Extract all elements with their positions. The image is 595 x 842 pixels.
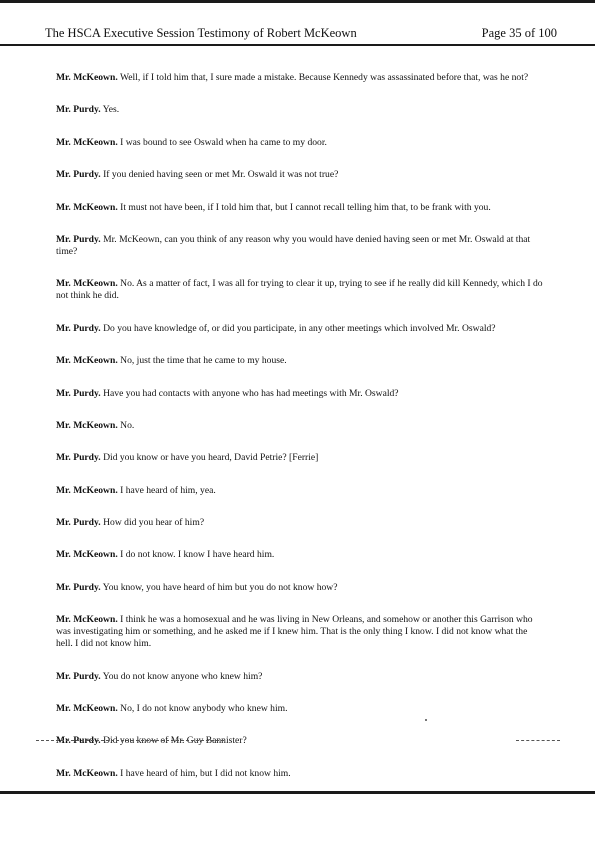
transcript-exchange <box>56 72 546 84</box>
speaker-label: Mr. Purdy. <box>56 387 101 399</box>
speaker-label: Mr. McKeown. <box>56 614 118 626</box>
speaker-label: Mr. McKeown. <box>56 278 118 290</box>
speaker-label: Mr. Purdy. <box>56 670 101 682</box>
document-title: The HSCA Executive Session Testimony of Robert McKeown <box>45 26 357 40</box>
testimony-text: I was bound to see Oswald when ha came to my door. <box>120 136 327 148</box>
testimony-text: I do not know. I know I have heard him. <box>120 549 275 561</box>
testimony-text: Well, if I told him that, I sure made a mistake. Because Kennedy was assassinated before that, was he not? <box>119 72 529 83</box>
transcript-body <box>56 72 546 800</box>
transcript-exchange <box>56 278 546 302</box>
speaker-label: Mr. Purdy. <box>56 581 101 593</box>
header-rule <box>0 44 595 46</box>
transcript-exchange <box>56 202 546 214</box>
transcript-exchange <box>56 614 546 650</box>
speaker-label: Mr. McKeown. <box>56 201 118 213</box>
speaker-label: Mr. McKeown. <box>56 136 118 148</box>
transcript-exchange <box>56 671 546 683</box>
speaker-label: Mr. McKeown. <box>56 549 118 561</box>
transcript-exchange <box>56 104 546 116</box>
speaker-label: Mr. Purdy. <box>56 169 101 181</box>
transcript-exchange <box>56 323 546 335</box>
testimony-text: No, I do not know anybody who knew him. <box>120 703 288 715</box>
transcript-exchange <box>56 420 546 432</box>
speaker-label: Mr. Purdy. <box>56 233 101 245</box>
transcript-exchange <box>56 703 546 715</box>
top-rule <box>0 0 595 3</box>
testimony-text: No. <box>120 419 135 431</box>
testimony-text: How did you hear of him? <box>103 517 205 529</box>
testimony-text: Have you had contacts with anyone who has had meetings with Mr. Oswald? <box>103 387 399 399</box>
transcript-exchange <box>56 582 546 594</box>
speaker-label: Mr. Purdy. <box>56 452 101 464</box>
transcript-exchange <box>56 137 546 149</box>
testimony-text: I think he was a homosexual and he was living in New Orleans, and somehow or another this Garrison who was investigating him or something, and he asked me if I knew him. That is the only thing I know. I did not know what the hell. I did not know him. <box>56 614 533 650</box>
testimony-text: I have heard of him, yea. <box>120 484 216 496</box>
speaker-label: Mr. Purdy. <box>56 735 101 747</box>
footer-rule <box>0 791 595 794</box>
testimony-text: No, just the time that he came to my house. <box>120 355 287 367</box>
speaker-label: Mr. Purdy. <box>56 322 101 334</box>
speaker-label: Mr. McKeown. <box>56 767 118 779</box>
transcript-exchange <box>56 452 546 464</box>
speaker-label: Mr. Purdy. <box>56 104 101 116</box>
testimony-text: Did you know of Mr. Guy Bannister? <box>103 735 247 747</box>
scan-artifact-dashes-right <box>516 740 560 741</box>
page-header <box>45 26 557 40</box>
transcript-exchange <box>56 169 546 181</box>
testimony-text: No. As a matter of fact, I was all for trying to clear it up, trying to see if he really did kill Kennedy, which I do not think he did. <box>56 278 543 302</box>
speaker-label: Mr. McKeown. <box>56 419 118 431</box>
transcript-exchange <box>56 355 546 367</box>
testimony-text: Yes. <box>102 104 120 116</box>
testimony-text: If you denied having seen or met Mr. Oswald it was not true? <box>103 169 339 181</box>
speaker-label: Mr. McKeown. <box>56 355 118 367</box>
transcript-exchange <box>56 234 546 258</box>
scan-artifact-dashes-left <box>36 740 224 741</box>
speaker-label: Mr. McKeown. <box>56 72 118 83</box>
testimony-text: Do you have knowledge of, or did you participate, in any other meetings which involved Mr. Oswald? <box>103 322 496 334</box>
transcript-exchange <box>56 517 546 529</box>
testimony-text: Mr. McKeown, can you think of any reason why you would have denied having seen or met Mr. Oswald at that time? <box>56 233 531 257</box>
testimony-text: I have heard of him, but I did not know him. <box>120 767 291 779</box>
page-number: Page 35 of 100 <box>481 26 557 40</box>
transcript-exchange <box>56 485 546 497</box>
transcript-exchange <box>56 735 546 747</box>
testimony-text: You do not know anyone who knew him? <box>102 670 263 682</box>
transcript-exchange <box>56 768 546 780</box>
speaker-label: Mr. McKeown. <box>56 703 118 715</box>
scan-speck <box>425 719 427 721</box>
testimony-text: It must not have been, if I told him that, but I cannot recall telling him that, to be frank with you. <box>120 201 491 213</box>
speaker-label: Mr. McKeown. <box>56 484 118 496</box>
transcript-exchange <box>56 549 546 561</box>
testimony-text: Did you know or have you heard, David Petrie? [Ferrie] <box>103 452 319 464</box>
transcript-exchange <box>56 388 546 400</box>
speaker-label: Mr. Purdy. <box>56 517 101 529</box>
testimony-text: You know, you have heard of him but you do not know how? <box>102 581 338 593</box>
